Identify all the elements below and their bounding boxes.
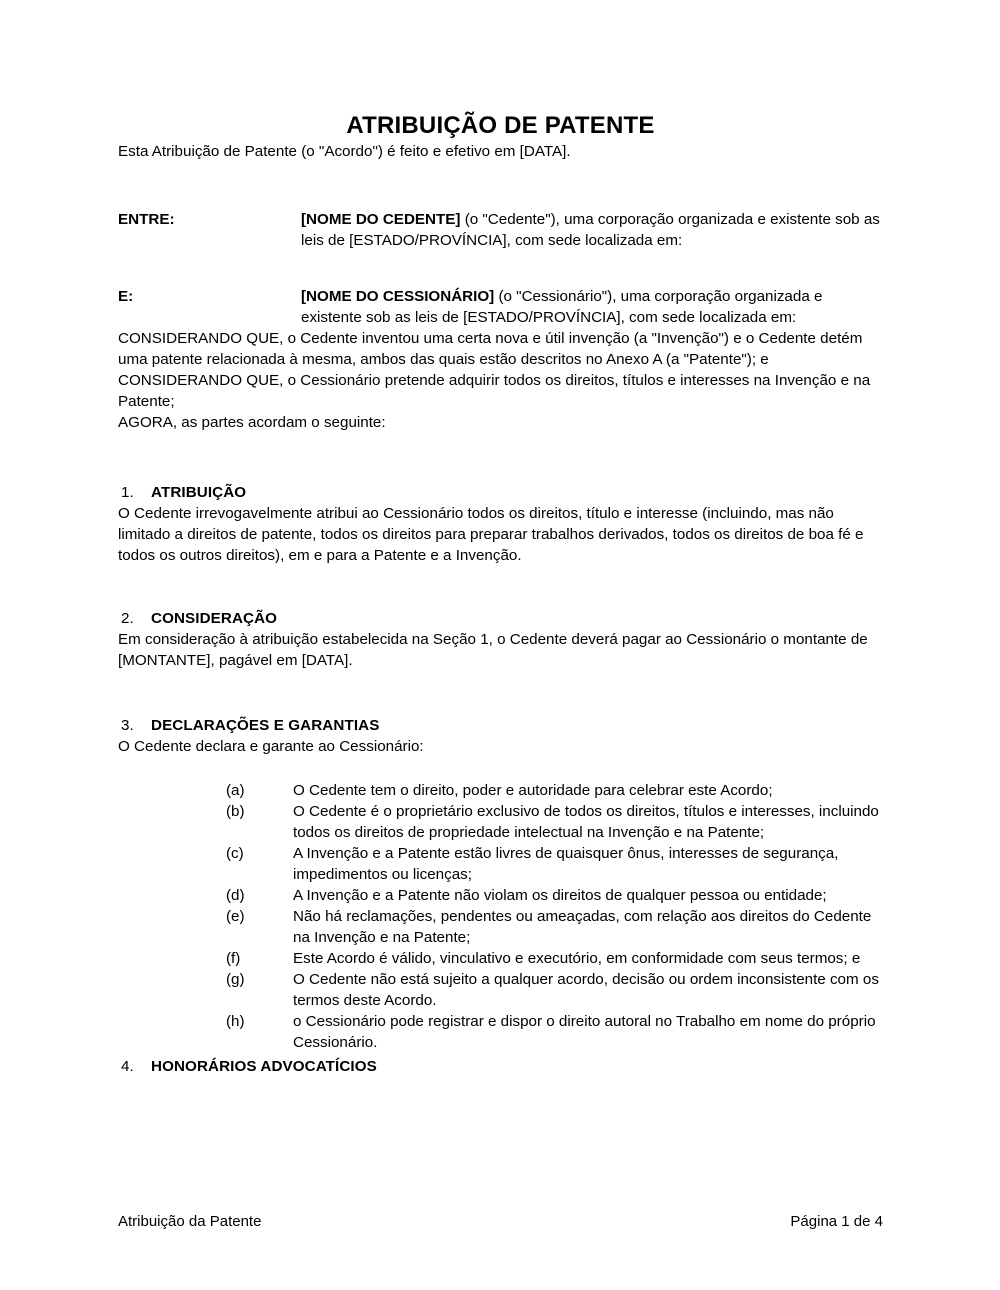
- section-number-3: 3.: [121, 716, 134, 734]
- list-item-text: Este Acordo é válido, vinculativo e executório, em conformidade com seus termos; e: [293, 949, 861, 967]
- party-block-assignee: [118, 286, 883, 328]
- list-item-marker: (a): [226, 781, 245, 799]
- list-item: [226, 780, 883, 801]
- footer-page-number: Página 1 de 4: [790, 1213, 883, 1230]
- list-item: [226, 801, 883, 843]
- list-item-marker: (h): [226, 1012, 245, 1030]
- intro-paragraph: Esta Atribuição de Patente (o "Acordo") é feito e efetivo em [DATA].: [118, 142, 571, 160]
- list-item-marker: (g): [226, 970, 245, 988]
- list-item: [226, 1011, 883, 1053]
- warranty-list: [226, 780, 883, 1053]
- list-item: [226, 948, 883, 969]
- section-body-3: O Cedente declara e garante ao Cessionário:: [118, 737, 424, 755]
- list-item: [226, 906, 883, 948]
- section-number-2: 2.: [121, 609, 134, 627]
- list-item-text: Não há reclamações, pendentes ou ameaçadas, com relação aos direitos do Cedente na Invenção e na Patente;: [293, 907, 872, 946]
- section-title-3: DECLARAÇÕES E GARANTIAS: [151, 716, 380, 734]
- list-item-text: O Cedente tem o direito, poder e autoridade para celebrar este Acordo;: [293, 781, 773, 799]
- recital-second: CONSIDERANDO QUE, o Cessionário pretende adquirir todos os direitos, títulos e interesses na Invenção e na Patente;: [118, 371, 871, 410]
- section-heading-atribuicao: [118, 482, 883, 503]
- party-label-entre: ENTRE:: [118, 210, 175, 228]
- section-title-1: ATRIBUIÇÃO: [151, 483, 247, 501]
- party-detail-assignor: (o "Cedente"), uma corporação organizada e existente sob as leis de [ESTADO/PROVÍNCIA], com sede localizada em:: [301, 210, 880, 249]
- party-name-assignee: [NOME DO CESSIONÁRIO]: [301, 287, 495, 305]
- section-heading-consideracao: [118, 608, 883, 629]
- list-item-marker: (b): [226, 802, 245, 820]
- page-footer: [118, 1212, 883, 1232]
- party-description-assignor: [301, 209, 883, 251]
- list-item-text: O Cedente não está sujeito a qualquer acordo, decisão ou ordem inconsistente com os termos deste Acordo.: [293, 970, 879, 1009]
- list-item: [226, 969, 883, 1011]
- section-title-4: HONORÁRIOS ADVOCATÍCIOS: [151, 1057, 377, 1075]
- section-number-4: 4.: [121, 1057, 134, 1075]
- list-item-text: O Cedente é o proprietário exclusivo de todos os direitos, títulos e interesses, incluindo todos os direitos de propriedade intelectual na Invenção e na Patente;: [293, 802, 879, 841]
- list-item: [226, 885, 883, 906]
- section-number-1: 1.: [121, 483, 134, 501]
- section-body-1: O Cedente irrevogavelmente atribui ao Cessionário todos os direitos, título e interesse (incluindo, mas não limitado a direitos de patente, todos os direitos para preparar trabalhos derivados, todos os direitos de boa fé e todos os outros direitos), em e para a Patente e a Invenção.: [118, 504, 864, 564]
- section-heading-honorarios: [118, 1056, 883, 1077]
- list-item-marker: (c): [226, 844, 244, 862]
- list-item-marker: (f): [226, 949, 241, 967]
- recital-agreement-lead-in: AGORA, as partes acordam o seguinte:: [118, 413, 386, 431]
- list-item-text: o Cessionário pode registrar e dispor o direito autoral no Trabalho em nome do próprio Cessionário.: [293, 1012, 876, 1051]
- list-item: [226, 843, 883, 885]
- section-heading-declaracoes: [118, 715, 883, 736]
- list-item-text: A Invenção e a Patente estão livres de quaisquer ônus, interesses de segurança, impedimentos ou licenças;: [293, 844, 839, 883]
- section-body-2: Em consideração à atribuição estabelecida na Seção 1, o Cedente deverá pagar ao Cessionário o montante de [MONTANTE], pagável em [DATA].: [118, 630, 868, 669]
- list-item-marker: (e): [226, 907, 245, 925]
- party-block-assignor: [118, 209, 883, 251]
- party-detail-assignee: (o "Cessionário"), uma corporação organizada e existente sob as leis de [ESTADO/PROVÍNCIA], com sede localizada em:: [301, 287, 823, 326]
- list-item-marker: (d): [226, 886, 245, 904]
- party-description-assignee: [301, 286, 883, 328]
- footer-document-name: Atribuição da Patente: [118, 1213, 262, 1230]
- section-title-2: CONSIDERAÇÃO: [151, 609, 278, 627]
- party-label-e: E:: [118, 287, 134, 305]
- list-item-text: A Invenção e a Patente não violam os direitos de qualquer pessoa ou entidade;: [293, 886, 827, 904]
- document-content: [118, 0, 883, 1077]
- party-name-assignor: [NOME DO CEDENTE]: [301, 210, 461, 228]
- recital-first: CONSIDERANDO QUE, o Cedente inventou uma certa nova e útil invenção (a "Invenção") e o Cedente detém uma patente relacionada à mesma, ambos das quais estão descritos no Anexo A (a "Patente"); e: [118, 329, 863, 368]
- page-title: ATRIBUIÇÃO DE PATENTE: [346, 112, 655, 139]
